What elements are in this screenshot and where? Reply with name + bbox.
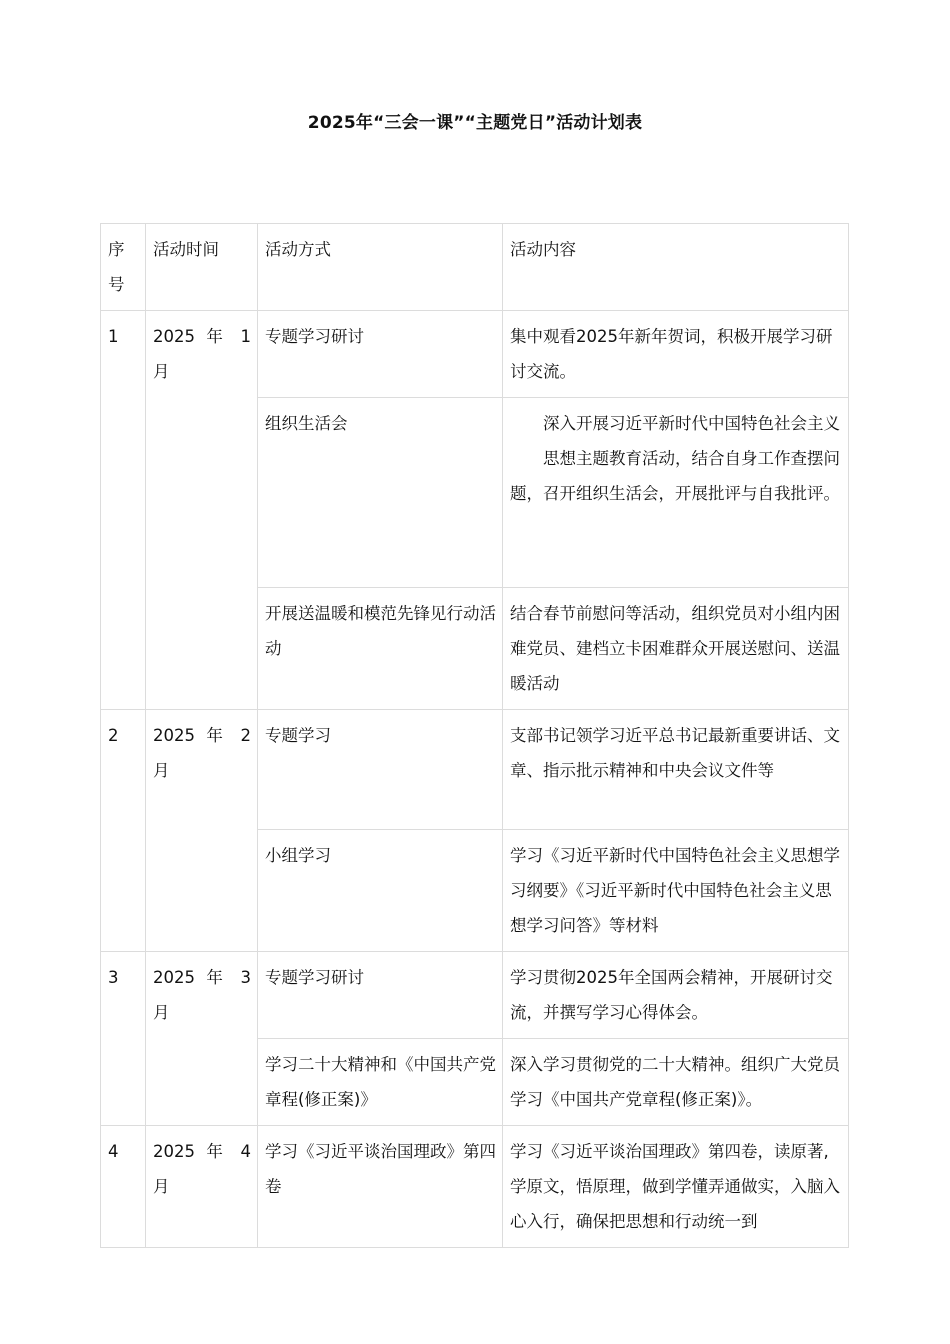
row-number: 1 [101,311,146,710]
activity-method: 专题学习研讨 [258,311,503,398]
activity-method: 小组学习 [258,830,503,952]
header-cell-method: 活动方式 [258,224,503,311]
activity-method: 学习二十大精神和《中国共产党章程(修正案)》 [258,1039,503,1126]
activity-plan-table [100,223,849,1248]
activity-time: 2025 年 4 月 [146,1126,258,1248]
activity-time: 2025 年 1 月 [146,311,258,710]
document-title: 2025年“三会一课”“主题党日”活动计划表 [307,113,643,133]
row-number: 4 [101,1126,146,1248]
header-cell-content: 活动内容 [503,224,849,311]
header-cell-time: 活动时间 [146,224,258,311]
activity-time: 2025 年 3 月 [146,952,258,1126]
header-cell-no: 序号 [101,224,146,311]
activity-method: 专题学习 [258,710,503,830]
activity-method: 组织生活会 [258,398,503,588]
table-row [101,710,849,830]
activity-content: 深入开展习近平新时代中国特色社会主义 思想主题教育活动，结合自身工作查摆问题，召开组织生活会，开展批评与自我批评。 [503,398,849,588]
activity-content: 集中观看2025年新年贺词，积极开展学习研讨交流。 [503,311,849,398]
activity-method: 专题学习研讨 [258,952,503,1039]
table-row [101,1126,849,1248]
table-row [101,311,849,398]
activity-content: 深入学习贯彻党的二十大精神。组织广大党员学习《中国共产党章程(修正案)》。 [503,1039,849,1126]
activity-content: 支部书记领学习近平总书记最新重要讲话、文章、指示批示精神和中央会议文件等 [503,710,849,830]
activity-content: 学习《习近平谈治国理政》第四卷，读原著,学原文，悟原理，做到学懂弄通做实，入脑入心入行，确保把思想和行动统一到 [503,1126,849,1248]
row-number: 2 [101,710,146,952]
activity-content: 学习贯彻2025年全国两会精神，开展研讨交流，并撰写学习心得体会。 [503,952,849,1039]
activity-time: 2025 年 2 月 [146,710,258,952]
table-row [101,952,849,1039]
activity-content: 结合春节前慰问等活动，组织党员对小组内困难党员、建档立卡困难群众开展送慰问、送温暖活动 [503,588,849,710]
row-number: 3 [101,952,146,1126]
activity-method: 开展送温暖和模范先锋见行动活动 [258,588,503,710]
table-header-row [101,224,849,311]
activity-content: 学习《习近平新时代中国特色社会主义思想学习纲要》《习近平新时代中国特色社会主义思想学习问答》等材料 [503,830,849,952]
activity-method: 学习《习近平谈治国理政》第四卷 [258,1126,503,1248]
